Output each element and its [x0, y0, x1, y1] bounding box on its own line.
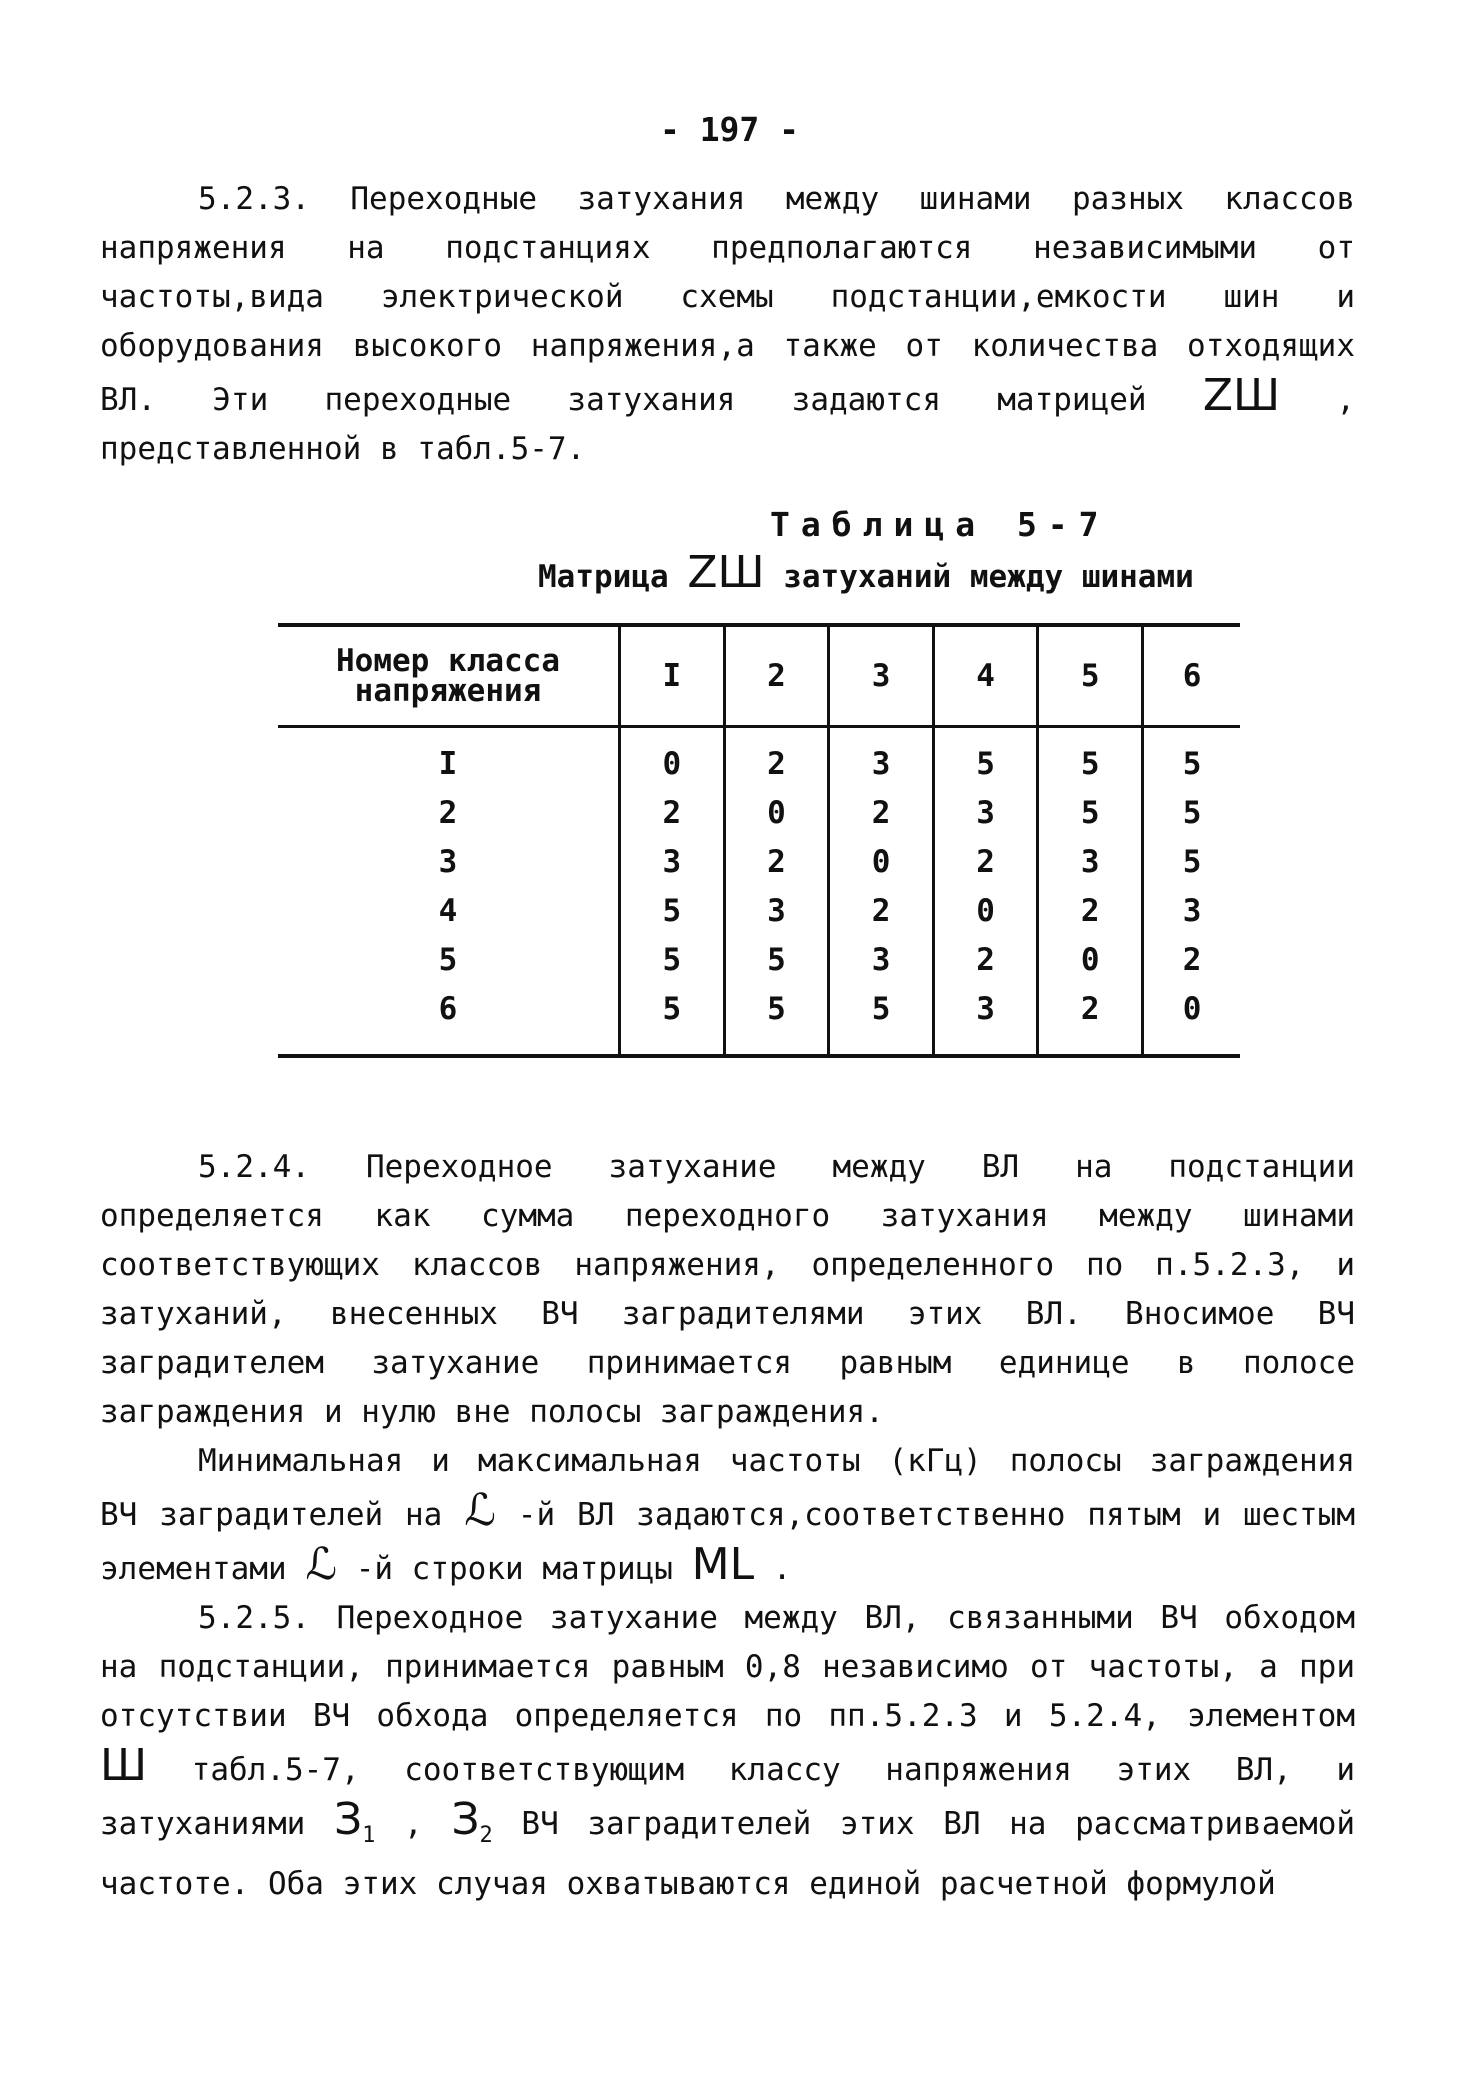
table-cell: 5 — [1143, 727, 1240, 790]
table-header-row — [278, 625, 1240, 727]
l-symbol: ℒ — [464, 1485, 496, 1536]
table-cell: 5 — [1038, 789, 1143, 838]
table-cell: 2 — [724, 838, 829, 887]
z2-subscript: 2 — [479, 1823, 493, 1848]
min-max-part-3: -й строки матрицы — [355, 1551, 673, 1587]
table-row — [278, 789, 1240, 838]
table-caption-title: Таблица 5-7 — [770, 505, 1110, 544]
table-cell: 3 — [933, 789, 1038, 838]
z2-symbol: З — [451, 1794, 480, 1845]
matrix-table — [278, 623, 1240, 1058]
column-header: 5 — [1038, 625, 1143, 727]
column-header: 6 — [1143, 625, 1240, 727]
paragraph-5-2-3 — [100, 175, 1355, 474]
table-cell: 0 — [829, 838, 934, 887]
table-cell: 2 — [829, 887, 934, 936]
table-cell: 2 — [1038, 887, 1143, 936]
caption-suffix: затуханий между шинами — [783, 559, 1194, 595]
table-cell: 3 — [724, 887, 829, 936]
row-label: 3 — [438, 844, 458, 880]
p525-part-2: табл.5-7, соответствующим классу напряжения этих ВЛ, и затуханиями — [100, 1752, 1355, 1842]
table-cell: 3 — [620, 838, 725, 887]
table-cell: 2 — [829, 789, 934, 838]
paragraph-5-2-4: 5.2.4. Переходное затухание между ВЛ на подстанции определяется как сумма переходного затухания между шинами соответствующих классов напряжения, определенного по п.5.2.3, и затуханий, внесенных ВЧ заградителями этих ВЛ. Вносимое ВЧ заградителем затухание принимается равным единице в полосе заграждения и нулю вне полосы заграждения. — [100, 1149, 1355, 1430]
table-cell: 0 — [724, 789, 829, 838]
l-symbol: ℒ — [305, 1539, 338, 1590]
paragraph-min-max-frequency — [100, 1437, 1355, 1594]
header-class-number: Номер класса напряжения — [336, 643, 560, 709]
column-header: 4 — [933, 625, 1038, 727]
table-row — [278, 838, 1240, 887]
z1-subscript: 1 — [362, 1823, 376, 1848]
paragraph-5-2-3-text: 5.2.3. Переходные затухания между шинами разных классов напряжения на подстанциях предполагаются независимыми от частоты,вида электрической схемы подстанции,емкости шин и оборудования высокого напряжения,а также от количества отходящих ВЛ. Эти переходные затухания задаются матрицей — [100, 181, 1355, 418]
row-label: 6 — [438, 991, 458, 1027]
z1-symbol: З — [333, 1794, 363, 1845]
table-cell: 3 — [829, 936, 934, 985]
section-5-2-3 — [100, 175, 1355, 474]
body-lower — [100, 1143, 1355, 1909]
matrix-zsh-symbol: ZШ — [1202, 370, 1281, 421]
table-cell: 3 — [1143, 887, 1240, 936]
min-max-part-2: -й ВЛ задаются,соответственно пятым и шестым элементами — [100, 1497, 1355, 1587]
column-header: I — [620, 625, 725, 727]
table-cell: 5 — [933, 727, 1038, 790]
table-cell: 0 — [1143, 985, 1240, 1056]
table-row — [278, 936, 1240, 985]
table-cell: 2 — [1143, 936, 1240, 985]
paragraph-5-2-3-tail: , представленной в табл.5-7. — [100, 382, 1355, 467]
row-label: 4 — [438, 893, 458, 929]
table-cell: 5 — [724, 985, 829, 1056]
table-cell: 2 — [724, 727, 829, 790]
p525-separator: , — [404, 1806, 423, 1842]
table-cell: 2 — [933, 838, 1038, 887]
table-cell: 0 — [933, 887, 1038, 936]
table-row — [278, 887, 1240, 936]
row-label: 5 — [438, 942, 458, 978]
table-cell: 3 — [1038, 838, 1143, 887]
table-cell: 5 — [829, 985, 934, 1056]
column-header: 3 — [829, 625, 934, 727]
table-cell: 5 — [1143, 789, 1240, 838]
matrix-ml-symbol: ML — [691, 1539, 755, 1590]
table-cell: 5 — [1143, 838, 1240, 887]
table-cell: 3 — [933, 985, 1038, 1056]
table-cell: 0 — [620, 727, 725, 790]
table-cell: 2 — [933, 936, 1038, 985]
caption-prefix: Матрица — [538, 559, 669, 595]
table-caption-subtitle — [538, 548, 1194, 602]
table-cell: 5 — [1038, 727, 1143, 790]
table-row — [278, 985, 1240, 1056]
paragraph-5-2-5 — [100, 1594, 1355, 1909]
p525-part-1: 5.2.5. Переходное затухание между ВЛ, связанными ВЧ обходом на подстанции, принимается равным 0,8 независимо от частоты, а при отсутствии ВЧ обхода определяется по пп.5.2.3 и 5.2.4, элементом — [100, 1600, 1355, 1734]
page-number: - 197 - — [659, 110, 800, 149]
table-cell: 5 — [620, 887, 725, 936]
column-header: 2 — [724, 625, 829, 727]
table-cell: 5 — [620, 936, 725, 985]
min-max-part-1: Минимальная и максимальная частоты (кГц) полосы заграждения ВЧ заградителей на — [100, 1443, 1355, 1533]
min-max-part-4: . — [772, 1551, 792, 1587]
table-cell: 2 — [1038, 985, 1143, 1056]
table-cell: 0 — [1038, 936, 1143, 985]
sh-symbol: Ш — [100, 1740, 148, 1791]
p525-part-3: ВЧ заградителей этих ВЛ на рассматриваемой частоте. Оба этих случая охватываются единой расчетной формулой — [100, 1806, 1356, 1902]
table-cell: 3 — [829, 727, 934, 790]
row-label: 2 — [438, 795, 458, 831]
table-cell: 2 — [620, 789, 725, 838]
table-cell: 5 — [620, 985, 725, 1056]
table-cell: 5 — [724, 936, 829, 985]
table-row — [278, 727, 1240, 790]
row-label: I — [438, 746, 458, 782]
caption-symbol: ZШ — [687, 547, 765, 598]
